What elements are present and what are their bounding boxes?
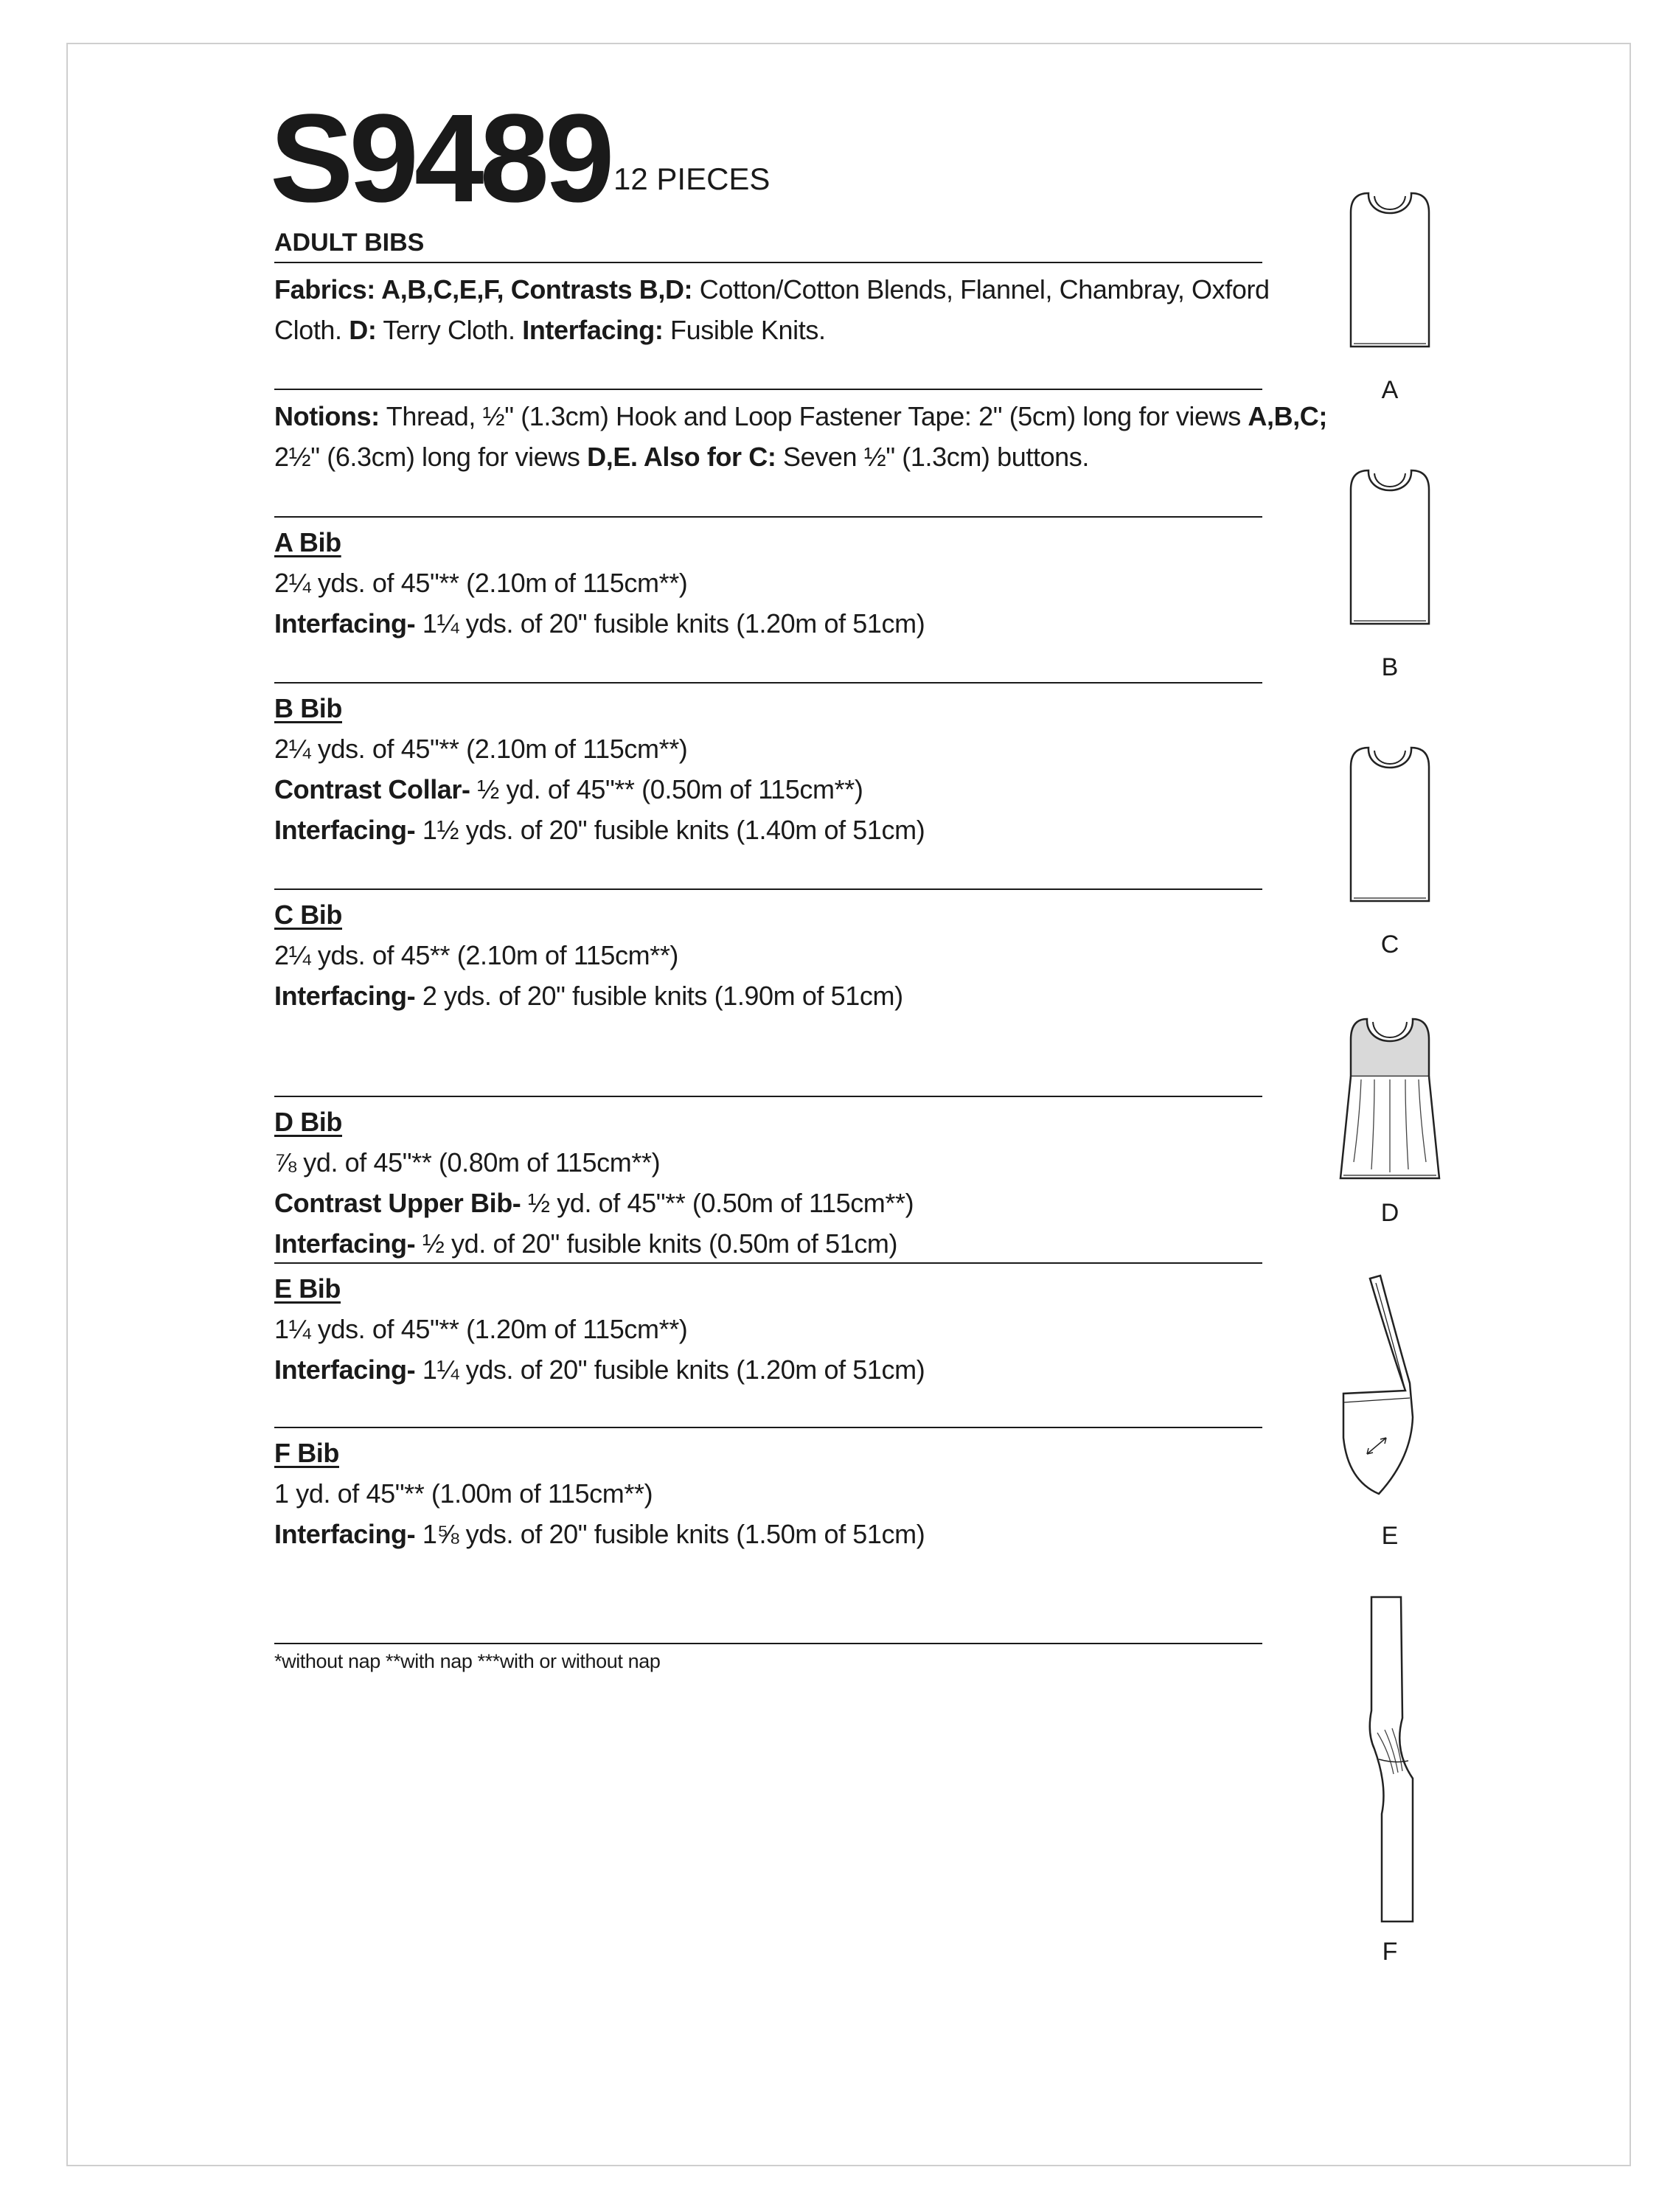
text-segment: 1 yd. of 45"** (1.00m of 115cm**) [274,1478,653,1509]
view-f-bib-illustration [1349,1593,1430,1930]
view-d-bib-illustration [1335,1015,1445,1186]
yardage-line [274,942,678,969]
text-segment: Notions: [274,401,380,431]
view-b-bib-illustration [1342,466,1438,633]
view-c-bib-illustration [1342,743,1438,910]
text-segment: 2¼ yds. of 45** (2.10m of 115cm**) [274,940,679,970]
divider [274,1643,1262,1644]
view-a-bib-illustration [1342,189,1438,355]
fabrics-line-1 [274,276,1270,303]
text-segment: 2½" (6.3cm) long for views [274,442,588,472]
divider [274,262,1262,263]
yardage-line [274,1478,653,1509]
yardage-line [274,570,687,597]
footnote: *without nap **with nap ***with or without nap [274,1650,661,1672]
text-segment: 1¼ yds. of 20" fusible knits (1.20m of 51cm) [415,1354,925,1385]
view-illustrations [1320,177,1460,2006]
text-segment: Contrast Upper Bib- [274,1188,521,1218]
view-e-bib-illustration [1335,1273,1445,1510]
divider [274,888,1262,890]
yardage-line [274,1354,925,1385]
text-segment: Interfacing- [274,981,416,1011]
text-segment: ½ yd. of 20" fusible knits (0.50m of 51cm) [415,1228,898,1259]
text-segment: Contrast Collar- [274,774,470,804]
text-segment: Interfacing: [522,315,664,345]
text-segment: Cloth. [274,315,349,345]
text-segment: 1¼ yds. of 20" fusible knits (1.20m of 51cm) [415,608,925,639]
text-segment: Fabrics: A,B,C,E,F, Contrasts B,D: [274,274,693,305]
text-segment: ⅞ yd. of 45"** (0.80m of 115cm**) [274,1147,661,1178]
yardage-line [274,608,925,639]
view-label-f: F [1382,1938,1398,1966]
divider [274,1427,1262,1428]
section-heading: B Bib [274,693,342,723]
divider [274,1096,1262,1097]
text-segment: 1½ yds. of 20" fusible knits (1.40m of 51cm) [415,815,925,845]
pattern-title: ADULT BIBS [274,229,425,257]
text-segment: A,B,C; [1248,401,1327,431]
text-segment: Interfacing- [274,815,416,845]
text-segment: Interfacing- [274,1354,416,1385]
yardage-line [274,776,863,803]
text-segment: D: [349,315,377,345]
notions-line-1 [274,403,1327,430]
piece-count: 12 PIECES [613,161,771,196]
section-heading: E Bib [274,1273,341,1304]
text-segment: ½ yd. of 45"** (0.50m of 115cm**) [521,1188,914,1218]
view-label-a: A [1381,376,1399,404]
view-label-e: E [1381,1522,1399,1550]
text-segment: Seven ½" (1.3cm) buttons. [776,442,1090,472]
divider [274,1262,1262,1264]
section-heading: C Bib [274,900,342,930]
text-segment: 2¼ yds. of 45"** (2.10m of 115cm**) [274,734,688,764]
view-label-b: B [1381,653,1399,681]
yardage-line [274,736,687,762]
text-segment: D,E. Also for C: [587,442,776,472]
yardage-line [274,1147,661,1178]
yardage-line [274,1190,914,1217]
divider [274,682,1262,684]
pattern-number: S9489 [270,88,611,229]
text-segment: 2 yds. of 20" fusible knits (1.90m of 51cm) [415,981,903,1011]
yardage-line [274,983,903,1009]
text-segment: Cotton/Cotton Blends, Flannel, Chambray, Oxford [692,274,1270,305]
divider [274,516,1262,518]
yardage-line [274,1228,898,1259]
text-segment: Interfacing- [274,608,416,639]
notions-line-2 [274,444,1089,470]
view-label-d: D [1380,1199,1399,1227]
divider [274,389,1262,390]
text-segment: Fusible Knits. [663,315,826,345]
view-label-c: C [1380,931,1399,959]
text-segment: Terry Cloth. [376,315,523,345]
yardage-line [274,1521,925,1548]
yardage-line [274,1316,687,1343]
text-segment: 1¼ yds. of 45"** (1.20m of 115cm**) [274,1314,688,1344]
section-heading: A Bib [274,527,341,557]
text-segment: ½ yd. of 45"** (0.50m of 115cm**) [470,774,863,804]
section-heading: F Bib [274,1438,339,1468]
text-segment: 1⅝ yds. of 20" fusible knits (1.50m of 51cm) [415,1519,925,1549]
text-segment: Interfacing- [274,1519,416,1549]
section-heading: D Bib [274,1107,342,1137]
text-segment: Thread, ½" (1.3cm) Hook and Loop Fastener Tape: 2" (5cm) long for views [379,401,1248,431]
text-segment: Interfacing- [274,1228,416,1259]
yardage-line [274,817,925,844]
fabrics-line-2 [274,317,826,344]
text-segment: 2¼ yds. of 45"** (2.10m of 115cm**) [274,568,688,598]
